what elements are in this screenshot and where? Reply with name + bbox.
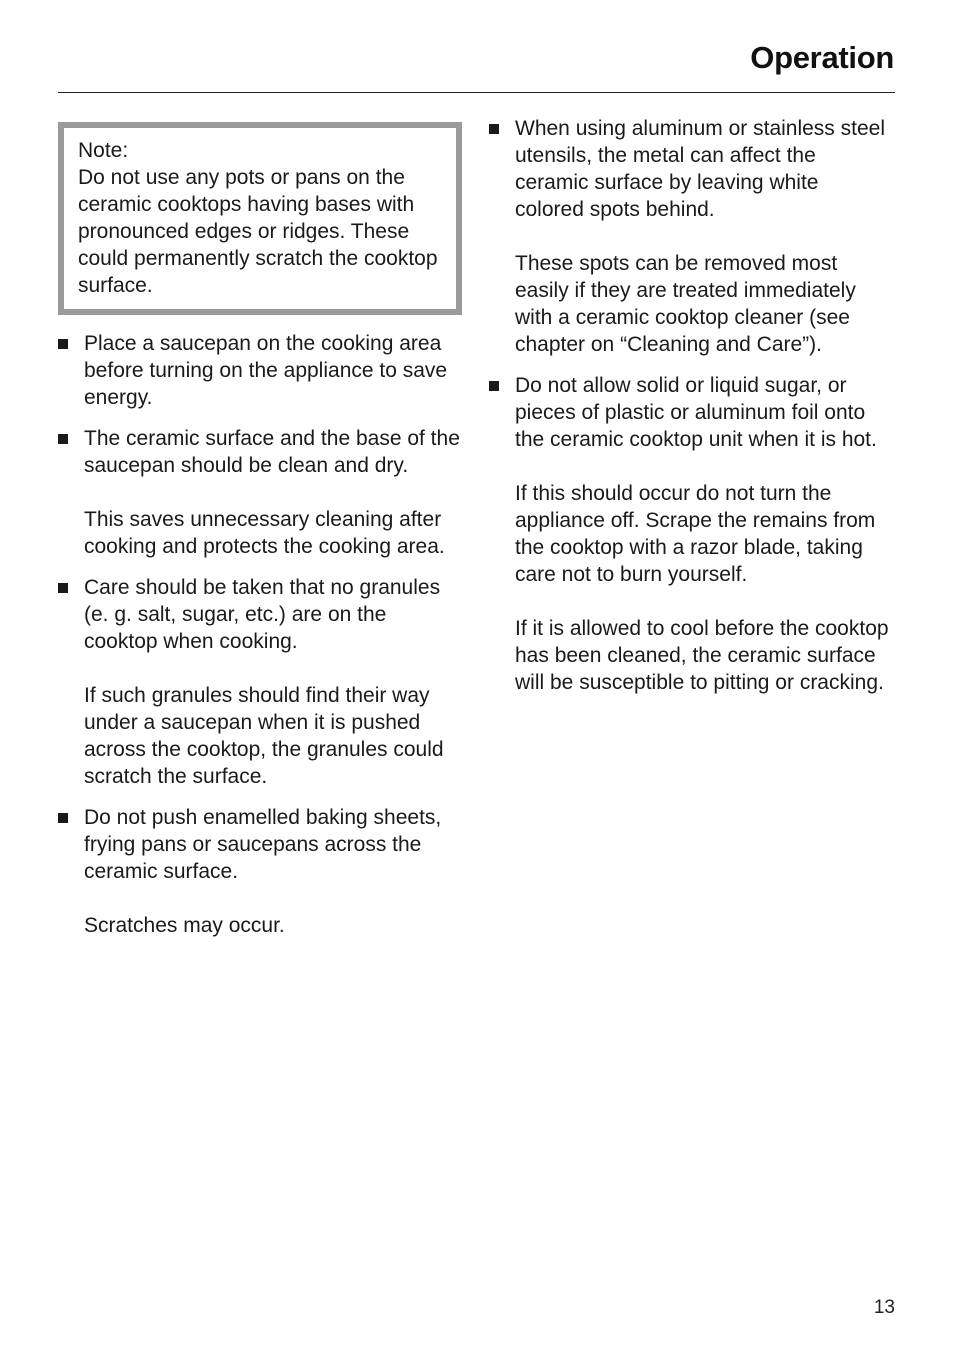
header-divider bbox=[58, 92, 895, 93]
paragraph: The ceramic surface and the base of the saucepan should be clean and dry. bbox=[84, 427, 460, 477]
paragraph: Scratches may occur. bbox=[84, 914, 285, 937]
list-item bbox=[58, 574, 462, 790]
paragraph: This saves unnecessary cleaning after cooking and protects the cooking area. bbox=[84, 508, 445, 558]
square-bullet-icon bbox=[489, 381, 499, 391]
page-title: Operation bbox=[750, 40, 894, 75]
list-item bbox=[58, 425, 462, 560]
square-bullet-icon bbox=[58, 583, 68, 593]
square-bullet-icon bbox=[58, 339, 68, 349]
note-box bbox=[58, 122, 462, 315]
list-item bbox=[489, 115, 889, 358]
paragraph: These spots can be removed most easily if they are treated immediately with a ceramic cooktop cleaner (see chapter on “Cleaning and Care”). bbox=[515, 252, 856, 356]
paragraph: Care should be taken that no granules (e. g. salt, sugar, etc.) are on the cooktop when cooking. bbox=[84, 576, 441, 653]
square-bullet-icon bbox=[489, 124, 499, 134]
right-column bbox=[489, 115, 889, 710]
list-item bbox=[58, 804, 462, 939]
paragraph: Do not allow solid or liquid sugar, or pieces of plastic or aluminum foil onto the ceramic cooktop unit when it is hot. bbox=[515, 374, 877, 451]
paragraph: Place a saucepan on the cooking area before turning on the appliance to save energy. bbox=[84, 332, 448, 409]
left-column bbox=[58, 115, 462, 953]
note-text: Do not use any pots or pans on the ceramic cooktops having bases with pronounced edges or ridges. These could permanently scratch the cooktop surface. bbox=[78, 166, 438, 297]
list-item bbox=[58, 330, 462, 411]
paragraph: If it is allowed to cool before the cooktop has been cleaned, the ceramic surface will be susceptible to pitting or cracking. bbox=[515, 617, 889, 694]
square-bullet-icon bbox=[58, 434, 68, 444]
paragraph: Do not push enamelled baking sheets, frying pans or saucepans across the ceramic surface. bbox=[84, 806, 442, 883]
note-label: Note: bbox=[78, 139, 129, 162]
square-bullet-icon bbox=[58, 813, 68, 823]
paragraph: If this should occur do not turn the appliance off. Scrape the remains from the cooktop with a razor blade, taking care not to burn yourself. bbox=[515, 482, 876, 586]
list-item bbox=[489, 372, 889, 696]
page-number: 13 bbox=[873, 1297, 895, 1318]
paragraph: When using aluminum or stainless steel utensils, the metal can affect the ceramic surface by leaving white colored spots behind. bbox=[515, 117, 886, 221]
paragraph: If such granules should find their way under a saucepan when it is pushed across the cooktop, the granules could scratch the surface. bbox=[84, 684, 444, 788]
